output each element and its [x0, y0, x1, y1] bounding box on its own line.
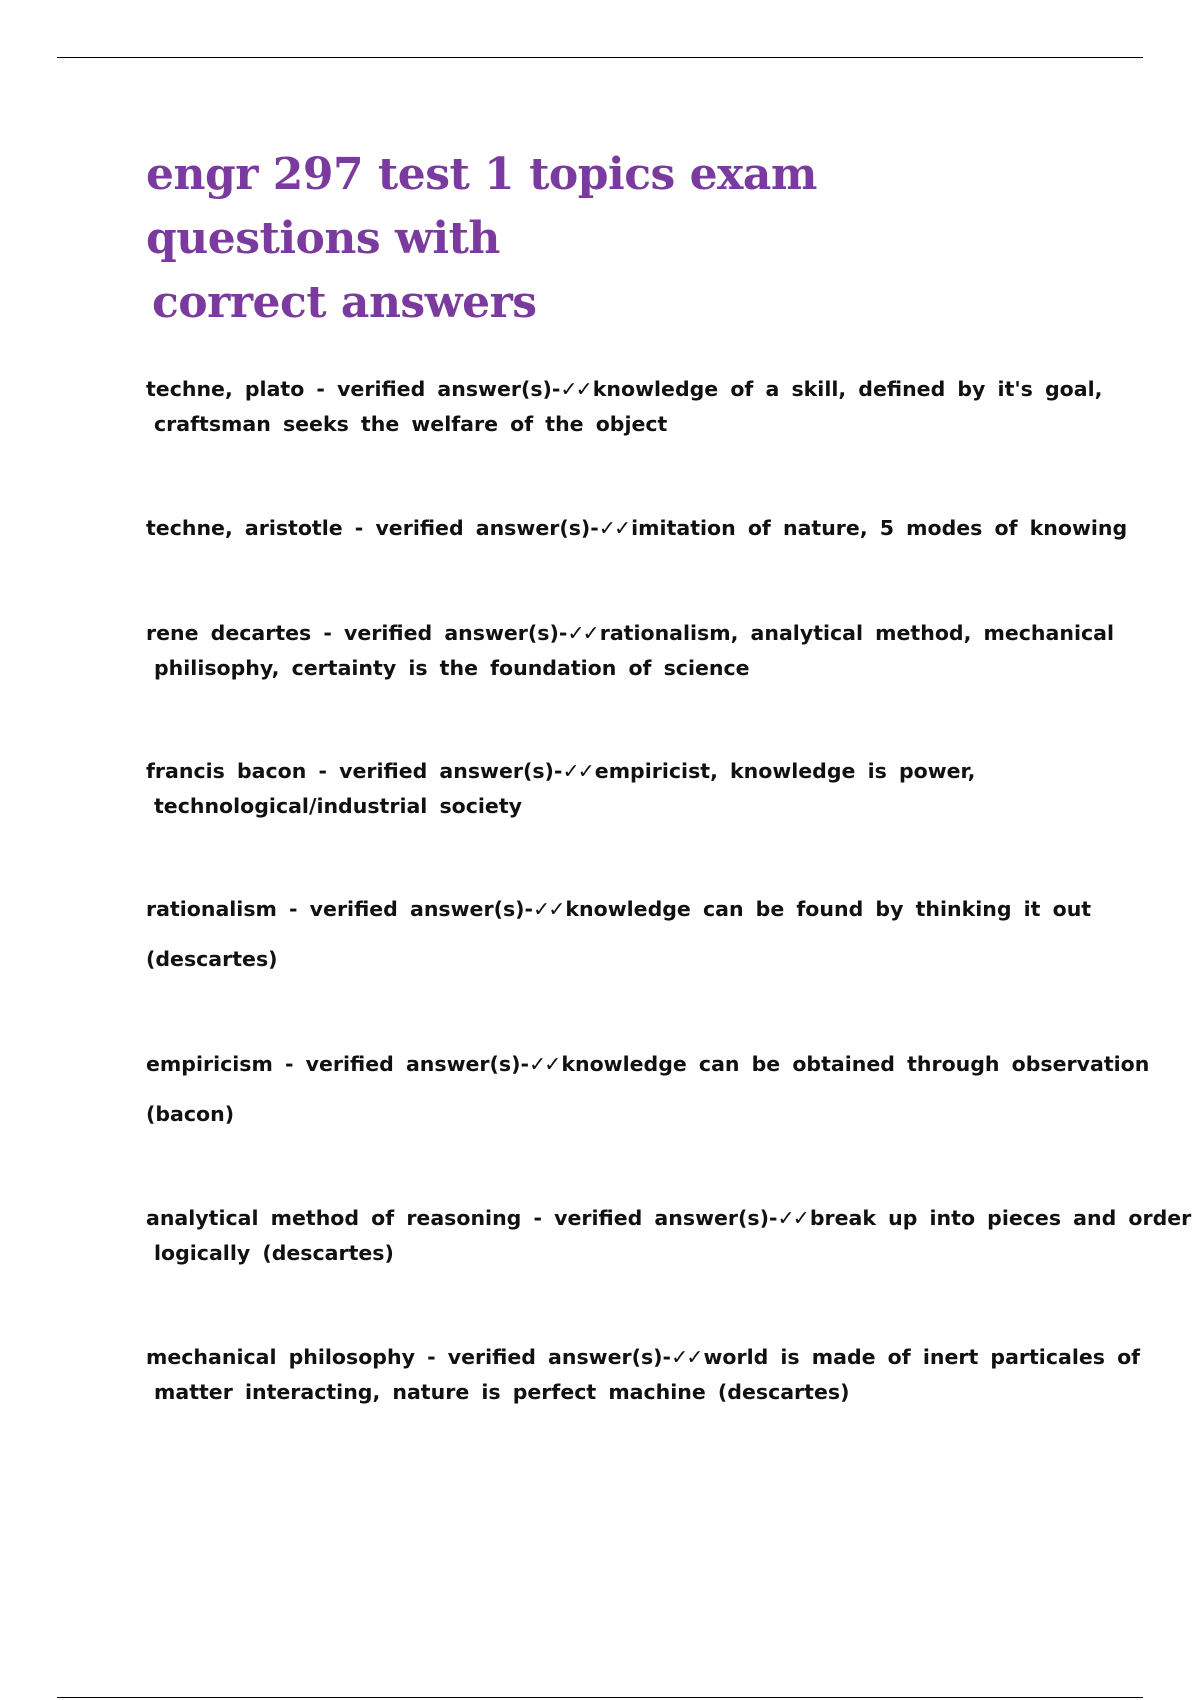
qa-term: techne, aristotle - verified answer(s)- — [146, 516, 599, 540]
check-marks-icon: ✓✓ — [533, 897, 564, 921]
top-rule — [57, 57, 1143, 58]
qa-answer: knowledge of a skill, defined by it's goal, — [592, 377, 1103, 401]
qa-term: empiricism - verified answer(s)- — [146, 1052, 529, 1076]
title-line-1: engr 297 test 1 topics exam questions with — [146, 149, 817, 264]
check-marks-icon: ✓✓ — [598, 516, 630, 540]
qa-item-empiricism — [146, 1047, 1150, 1132]
check-marks-icon: ✓✓ — [528, 1052, 560, 1076]
qa-answer-continued: (bacon) — [146, 1102, 235, 1126]
qa-term: rationalism - verified answer(s)- — [146, 897, 534, 921]
qa-item-rene-decartes — [146, 616, 1114, 686]
qa-answer-continued: (descartes) — [146, 947, 278, 971]
check-marks-icon: ✓✓ — [777, 1206, 808, 1230]
qa-answer-continued: matter interacting, nature is perfect machine (descartes) — [154, 1380, 850, 1404]
qa-answer: knowledge can be found by thinking it out — [565, 897, 1092, 921]
qa-answer-continued: philisophy, certainty is the foundation of science — [154, 656, 750, 680]
qa-answer-continued: logically (descartes) — [154, 1241, 394, 1265]
qa-answer-continued: technological/industrial society — [154, 794, 522, 818]
qa-answer: break up into pieces and order — [809, 1206, 1192, 1230]
qa-answer: rationalism, analytical method, mechanical — [599, 621, 1114, 645]
qa-term: rene decartes - verified answer(s)- — [146, 621, 568, 645]
qa-answer-continued: craftsman seeks the welfare of the object — [154, 412, 668, 436]
qa-term: francis bacon - verified answer(s)- — [146, 759, 563, 783]
check-marks-icon: ✓✓ — [562, 759, 593, 783]
bottom-rule — [57, 1697, 1143, 1698]
qa-item-techne-aristotle — [146, 511, 1128, 546]
qa-term: techne, plato - verified answer(s)- — [146, 377, 561, 401]
qa-item-analytical-method — [146, 1201, 1192, 1271]
check-marks-icon: ✓✓ — [671, 1345, 702, 1369]
qa-answer: knowledge can be obtained through observation — [561, 1052, 1150, 1076]
check-marks-icon: ✓✓ — [567, 621, 598, 645]
document-title — [146, 143, 1046, 335]
qa-answer: imitation of nature, 5 modes of knowing — [631, 516, 1128, 540]
qa-item-techne-plato — [146, 372, 1103, 442]
check-marks-icon: ✓✓ — [560, 377, 591, 401]
qa-answer: empiricist, knowledge is power, — [594, 759, 976, 783]
qa-term: analytical method of reasoning - verified answer(s)- — [146, 1206, 778, 1230]
qa-answer: world is made of inert particales of — [703, 1345, 1141, 1369]
qa-item-mechanical-philosophy — [146, 1340, 1141, 1410]
qa-term: mechanical philosophy - verified answer(s)- — [146, 1345, 672, 1369]
qa-item-rationalism — [146, 892, 1096, 977]
qa-item-francis-bacon — [146, 754, 1096, 824]
title-line-2: correct answers — [152, 277, 537, 328]
